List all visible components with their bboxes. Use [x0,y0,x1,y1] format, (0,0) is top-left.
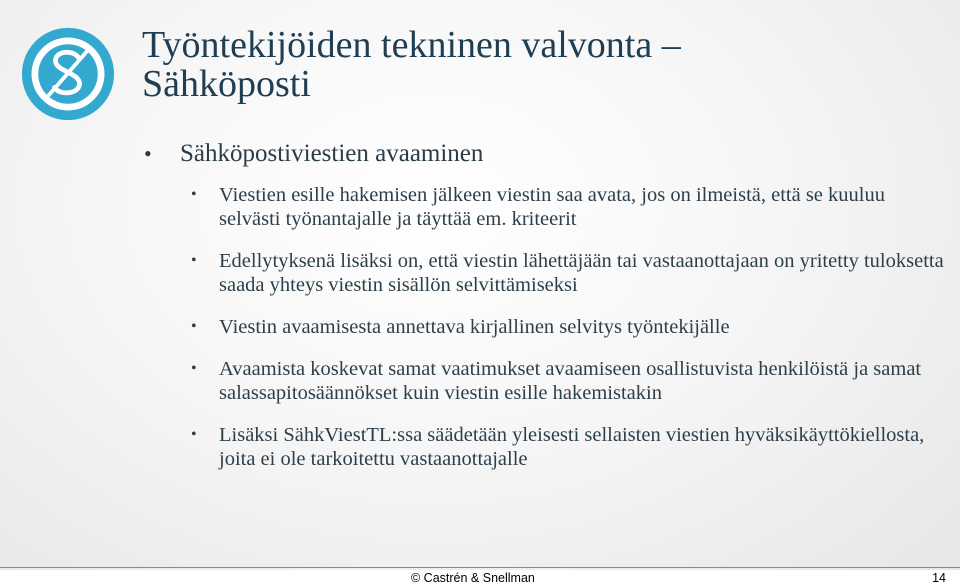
slide-title-line-2: Sähköposti [142,63,311,105]
sub-bullet-text: Viestin avaamisesta annettava kirjallinen selvitys työntekijälle [219,316,730,338]
sub-bullet-item [191,423,951,471]
castren-snellman-logo-icon [20,26,116,122]
sub-bullet-dot: • [191,426,197,443]
sub-bullet-text: Viestien esille hakemisen jälkeen viestin saa avata, jos on ilmeistä, että se kuuluu selvästi työnantajalle ja täyttää em. kriteerit [219,184,885,230]
sub-bullet-item [191,183,951,231]
sub-bullet-dot: • [191,186,197,203]
sub-bullet-item [191,315,951,339]
page-number: 14 [932,571,946,585]
sub-bullet-text: Avaamista koskevat samat vaatimukset avaamiseen osallistuvista henkilöistä ja samat salassapitosäännökset kuin viestin esille hakemistakin [219,358,922,404]
slide-title-line-1: Työntekijöiden tekninen valvonta – [142,24,681,66]
sub-bullet-list [191,183,951,489]
sub-bullet-dot: • [191,318,197,335]
footer-copyright: © Castrén & Snellman [411,571,535,585]
slide-title [142,26,681,104]
sub-bullet-text: Lisäksi SähkViestTL:ssa säädetään yleisesti sellaisten viestien hyväksikäyttökiellosta, joita ei ole tarkoitettu vastaanottajalle [219,424,925,470]
footer-divider [0,567,960,568]
sub-bullet-item [191,249,951,297]
main-bullet-text: Sähköpostiviestien avaaminen [180,140,484,167]
main-bullet-dot: • [144,141,152,166]
sub-bullet-text: Edellytyksenä lisäksi on, että viestin lähettäjään tai vastaanottajaan on yritetty tuloksetta saada yhteys viestin sisällön selvittämiseksi [219,250,944,296]
sub-bullet-item [191,357,951,405]
footer [0,570,960,586]
sub-bullet-dot: • [191,360,197,377]
sub-bullet-dot: • [191,252,197,269]
